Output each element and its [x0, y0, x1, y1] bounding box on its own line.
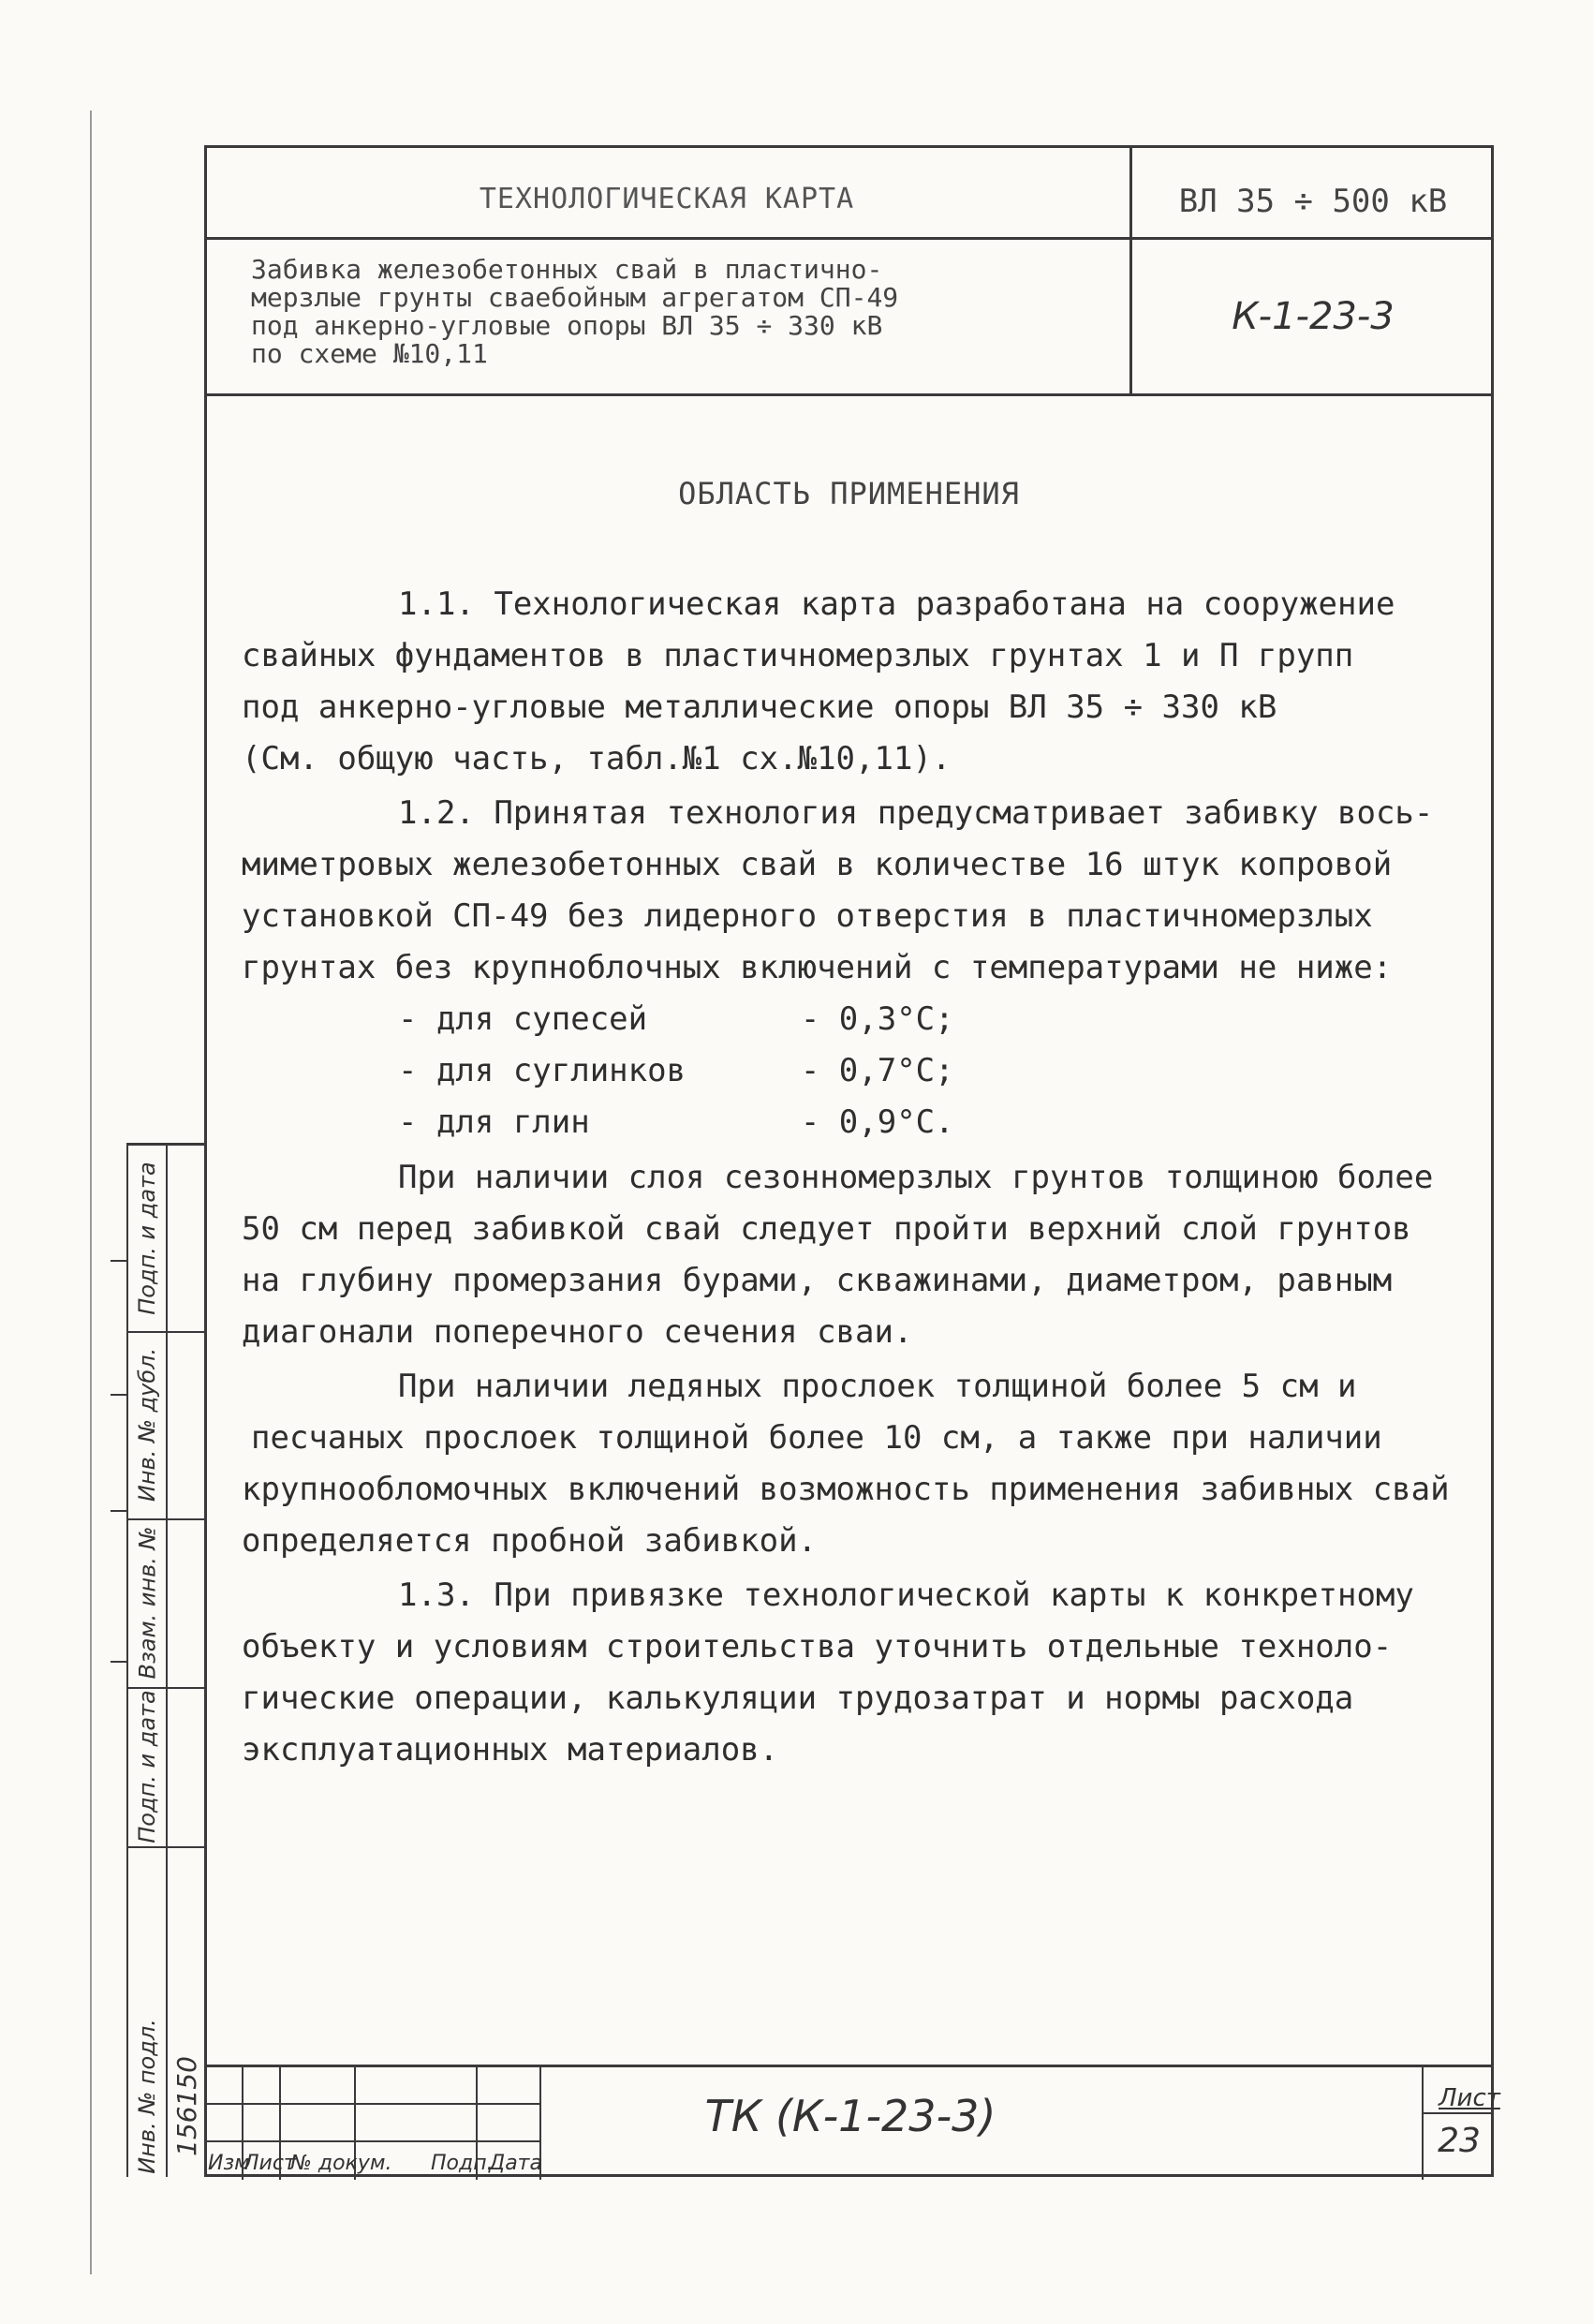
side-tick — [111, 1260, 127, 1262]
inventory-number: 156150 — [170, 2055, 202, 2156]
stamp-column-label: № докум. — [290, 2152, 392, 2175]
side-tick — [111, 1394, 127, 1396]
body-line: под анкерно-угловые металлические опоры ВЛ 35 ÷ 330 кВ — [242, 688, 1277, 726]
body-line: При наличии слоя сезонномерзлых грунтов толщиною более — [398, 1159, 1434, 1196]
side-stamp-row-divider — [128, 1846, 206, 1848]
body-line: эксплуатационных материалов. — [242, 1731, 779, 1769]
body-line: диагонали поперечного сечения сваи. — [242, 1313, 913, 1351]
side-stamp-label: Инв. № дубл. — [134, 1347, 161, 1502]
side-stamp-label: Взам. инв. № — [134, 1526, 161, 1680]
document-code: ТК (К-1-23-3) — [704, 2091, 996, 2141]
side-stamp — [126, 1143, 204, 2177]
body-line: 50 см перед забивкой свай следует пройти верхний слой грунтов — [242, 1210, 1411, 1248]
stamp-column-label: Подп. — [431, 2152, 494, 2175]
body-line: 1.3. При привязке технологической карты к конкретному — [398, 1576, 1414, 1614]
stamp-row-line — [1422, 2112, 1494, 2114]
side-stamp-label: Подп. и дата — [134, 1690, 160, 1843]
body-line: - для глин - 0,9°С. — [398, 1103, 954, 1141]
body-line: При наличии ледяных прослоек толщиной более 5 см и — [398, 1368, 1357, 1405]
document-description — [251, 256, 1113, 368]
body-line: - для супесей - 0,3°С; — [398, 1000, 954, 1038]
document-type: ТЕХНОЛОГИЧЕСКАЯ КАРТА — [479, 183, 855, 215]
stamp-row-line — [204, 2103, 539, 2105]
body-line: на глубину промерзания бурами, скважинами, диаметром, равным — [242, 1262, 1393, 1299]
body-line: крупнообломочных включений возможность применения забивных свай — [242, 1471, 1450, 1508]
side-tick — [111, 1661, 127, 1663]
stamp-column-label: Дата — [489, 2152, 542, 2175]
body-line: 1.2. Принятая технология предусматривает забивку вось- — [398, 794, 1434, 832]
stamp-column-label: Изм — [208, 2152, 250, 2175]
side-tick — [111, 1510, 127, 1512]
title-block — [204, 145, 1494, 396]
description-line: под анкерно-угловые опоры ВЛ 35 ÷ 330 кВ — [251, 310, 883, 341]
side-stamp-label: Инв. № подл. — [134, 2019, 161, 2174]
description-line: по схеме №10,11 — [251, 338, 488, 369]
side-stamp-divider — [166, 1146, 168, 2177]
body-line: грунтах без крупноблочных включений с температурами не ниже: — [242, 949, 1393, 986]
stamp-row-line — [204, 2140, 539, 2142]
body-line: (См. общую часть, табл.№1 сх.№10,11). — [242, 740, 952, 777]
body-line: 1.1. Технологическая карта разработана на сооружение — [398, 585, 1395, 623]
body-line: объекту и условиям строительства уточнить отдельные техноло- — [242, 1628, 1393, 1665]
title-block-row-divider — [204, 237, 1494, 240]
margin-line — [90, 111, 92, 2274]
map-code: К-1-23-3 — [1232, 295, 1395, 338]
body-line: миметровых железобетонных свай в количестве 16 штук копровой — [242, 846, 1393, 883]
bottom-stamp — [204, 2065, 1500, 2180]
section-title: ОБЛАСТЬ ПРИМЕНЕНИЯ — [678, 476, 1020, 511]
description-line: Забивка железобетонных свай в пластично- — [251, 254, 883, 285]
body-line: определяется пробной забивкой. — [242, 1522, 818, 1560]
body-line: свайных фундаментов в пластичномерзлых грунтах 1 и П групп — [242, 637, 1354, 674]
voltage-range: ВЛ 35 ÷ 500 кВ — [1178, 183, 1448, 220]
description-line: мерзлые грунты сваебойным агрегатом СП-49 — [251, 282, 899, 313]
stamp-column-label: Лист — [244, 2152, 296, 2175]
sheet-label: Лист — [1439, 2084, 1500, 2112]
stamp-column-line — [1422, 2067, 1424, 2180]
sheet-number: 23 — [1438, 2122, 1481, 2160]
body-line: - для суглинков - 0,7°С; — [398, 1052, 954, 1089]
side-stamp-label: Подп. и дата — [134, 1162, 160, 1315]
body-line: гические операции, калькуляции трудозатрат и нормы расхода — [242, 1680, 1354, 1717]
body-line: песчаных прослоек толщиной более 10 см, а также при наличии — [251, 1419, 1382, 1457]
body-line: установкой СП-49 без лидерного отверстия в пластичномерзлых — [242, 897, 1373, 935]
